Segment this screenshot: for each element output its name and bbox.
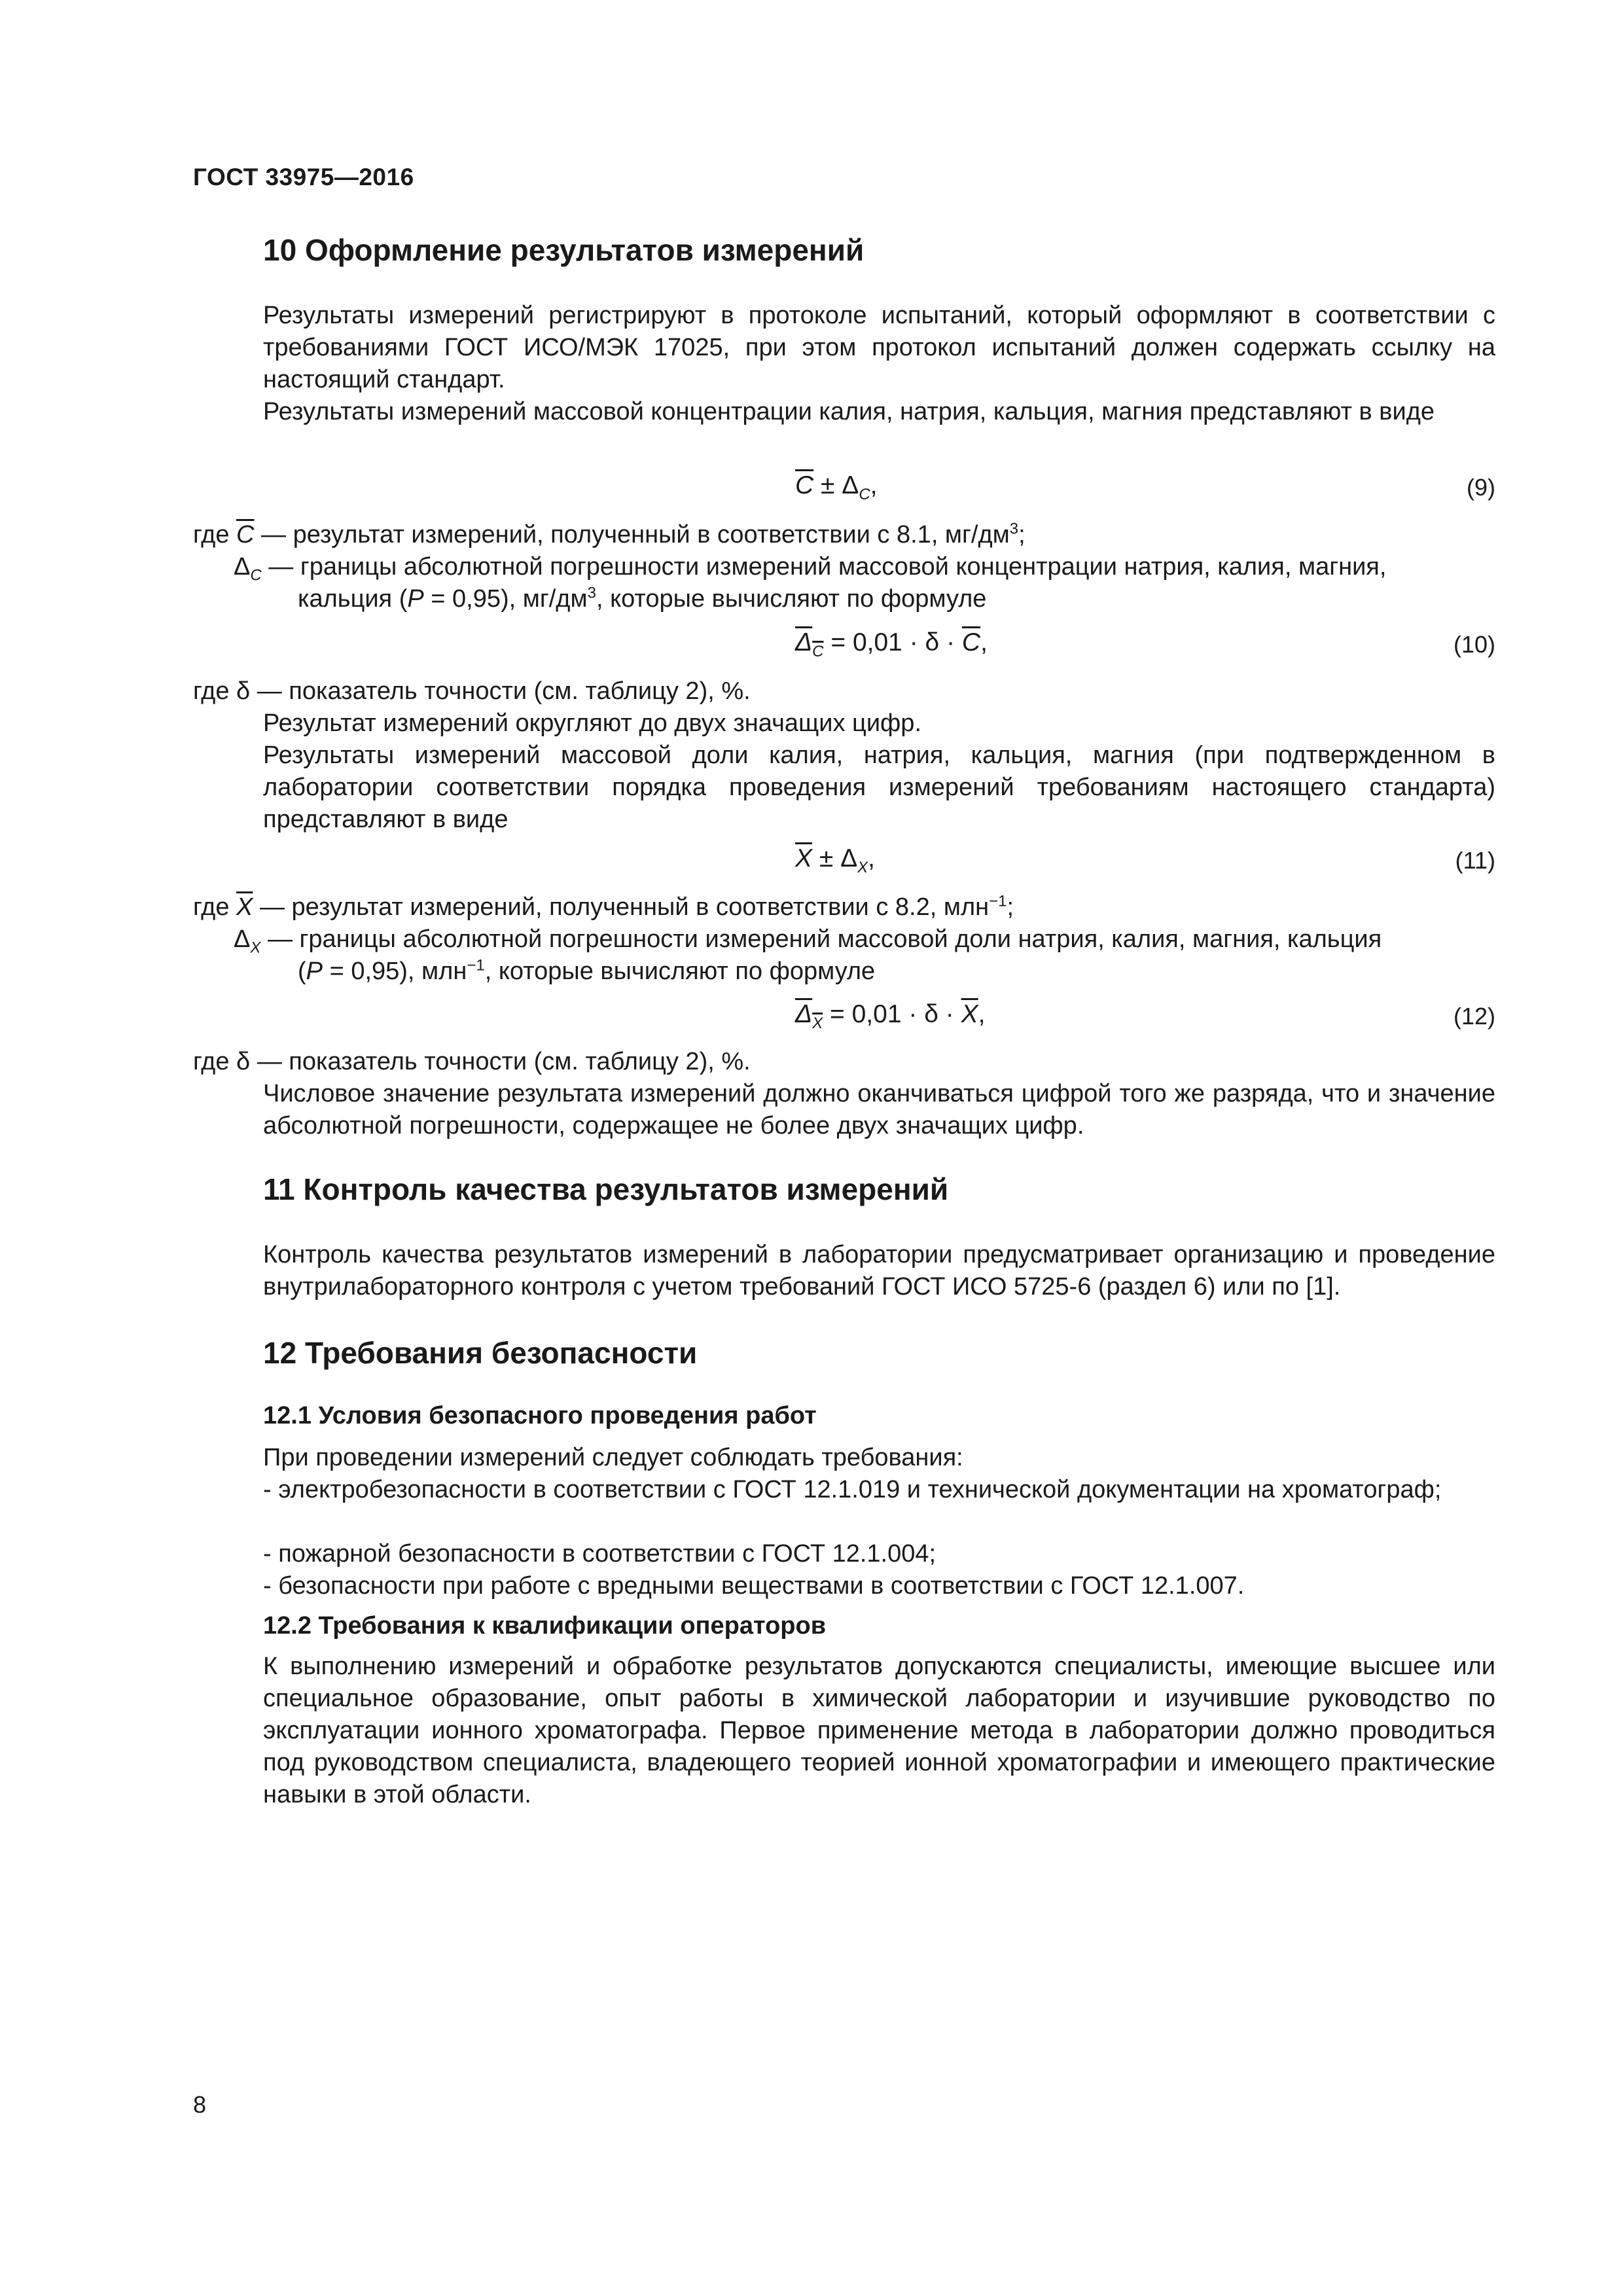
document-page: [193, 0, 1495, 2296]
section-12-1-paragraph: При проведении измерений следует соблюдать требования:: [263, 1444, 963, 1471]
formula-12: $\Delta_X = 0,01 \cdot \delta \cdot \overline{X}$, (12): [795, 1000, 1495, 1032]
formula-9-number: (9): [1467, 474, 1495, 501]
section-10-paragraph-2: Результаты измерений массовой концентрации калия, натрия, кальция, магния представляют в виде: [263, 398, 1435, 425]
formula-11-number: (11): [1455, 847, 1495, 874]
section-12-2-paragraph: К выполнению измерений и обработке результатов допускаются специалисты, имеющие высшее или специальное образование, опыт работы в химической лаборатории и изучившие руководство по эксплуатации ионного хроматографа. Первое применение метода в лаборатории должно проводиться под руководством специалиста, владеющего теорией ионной хроматографии и имеющего практические навыки в этой области.: [263, 1653, 1495, 1808]
section-12-title: 12 Требования безопасности: [263, 1336, 698, 1370]
formula-9: $\overline{C} \pm \Delta_C$, (9): [795, 471, 1495, 503]
subsection-12-1-title: 12.1 Условия безопасного проведения работ: [263, 1402, 817, 1429]
section-10-paragraph-3: Результат измерений округляют до двух значащих цифр.: [263, 709, 921, 737]
formula-11: $\overline{X} \pm \Delta_X$, (11): [795, 844, 1495, 876]
document-id: ГОСТ 33975—2016: [193, 164, 414, 190]
formula-11-legend: где $\overline{X}$ — результат измерений, полученный в соответствии с 8.2, млн$^{-1}$; $\Delta_X$ — границы абсолютной погрешности измерений массовой доли натрия, калия, магния, кальция (P = 0,95), млн$^{-1}$, которые вычисляют по формуле: [193, 892, 1382, 985]
page-number: 8: [193, 2091, 207, 2118]
formula-12-number: (12): [1453, 1003, 1495, 1030]
formula-10-legend: где δ — показатель точности (см. таблицу 2), %.: [193, 677, 751, 705]
section-10-paragraph-1: Результаты измерений регистрируют в протоколе испытаний, который оформляют в соответствии с требованиями ГОСТ ИСО/МЭК 17025, при этом протокол испытаний должен содержать ссылку на настоящий стандарт.: [263, 302, 1495, 393]
section-10-paragraph-4: Результаты измерений массовой доли калия, натрия, кальция, магния (при подтвержденном в лаборатории соответствии порядка проведения измерений требованиям настоящего стандарта) представляют в виде: [263, 742, 1495, 833]
section-11-paragraph-1: Контроль качества результатов измерений в лаборатории предусматривает организацию и проведение внутрилабораторного контроля с учетом требований ГОСТ ИСО 5725-6 (раздел 6) или по [1].: [263, 1241, 1495, 1300]
formula-10-number: (10): [1453, 631, 1495, 658]
list-item: - электробезопасности в соответствии с ГОСТ 12.1.019 и технической документации на хроматограф;: [263, 1476, 1442, 1503]
list-item: - безопасности при работе с вредными веществами в соответствии с ГОСТ 12.1.007.: [263, 1572, 1245, 1600]
formula-12-legend: где δ — показатель точности (см. таблицу 2), %.: [193, 1048, 751, 1075]
section-11-title: 11 Контроль качества результатов измерений: [263, 1172, 949, 1206]
formula-9-legend: где $\overline{C}$ — результат измерений, полученный в соответствии с 8.1, $мг/дм^3$; $\Delta_C$ — границы абсолютной погрешности измерений массовой концентрации натрия, калия, магния, кальция (P = 0,95), $мг/дм^3$, которые вычисляют по формуле: [193, 520, 1387, 613]
section-10-title: 10 Оформление результатов измерений: [263, 233, 865, 267]
subsection-12-2-title: 12.2 Требования к квалификации операторов: [263, 1612, 827, 1640]
formula-10: $\Delta_C = 0,01 \cdot \delta \cdot \overline{C}$, (10): [795, 628, 1495, 660]
list-item: - пожарной безопасности в соответствии с ГОСТ 12.1.004;: [263, 1540, 936, 1568]
section-10-paragraph-5: Числовое значение результата измерений должно оканчиваться цифрой того же разряда, что и значение абсолютной погрешности, содержащее не более двух значащих цифр.: [263, 1080, 1495, 1139]
